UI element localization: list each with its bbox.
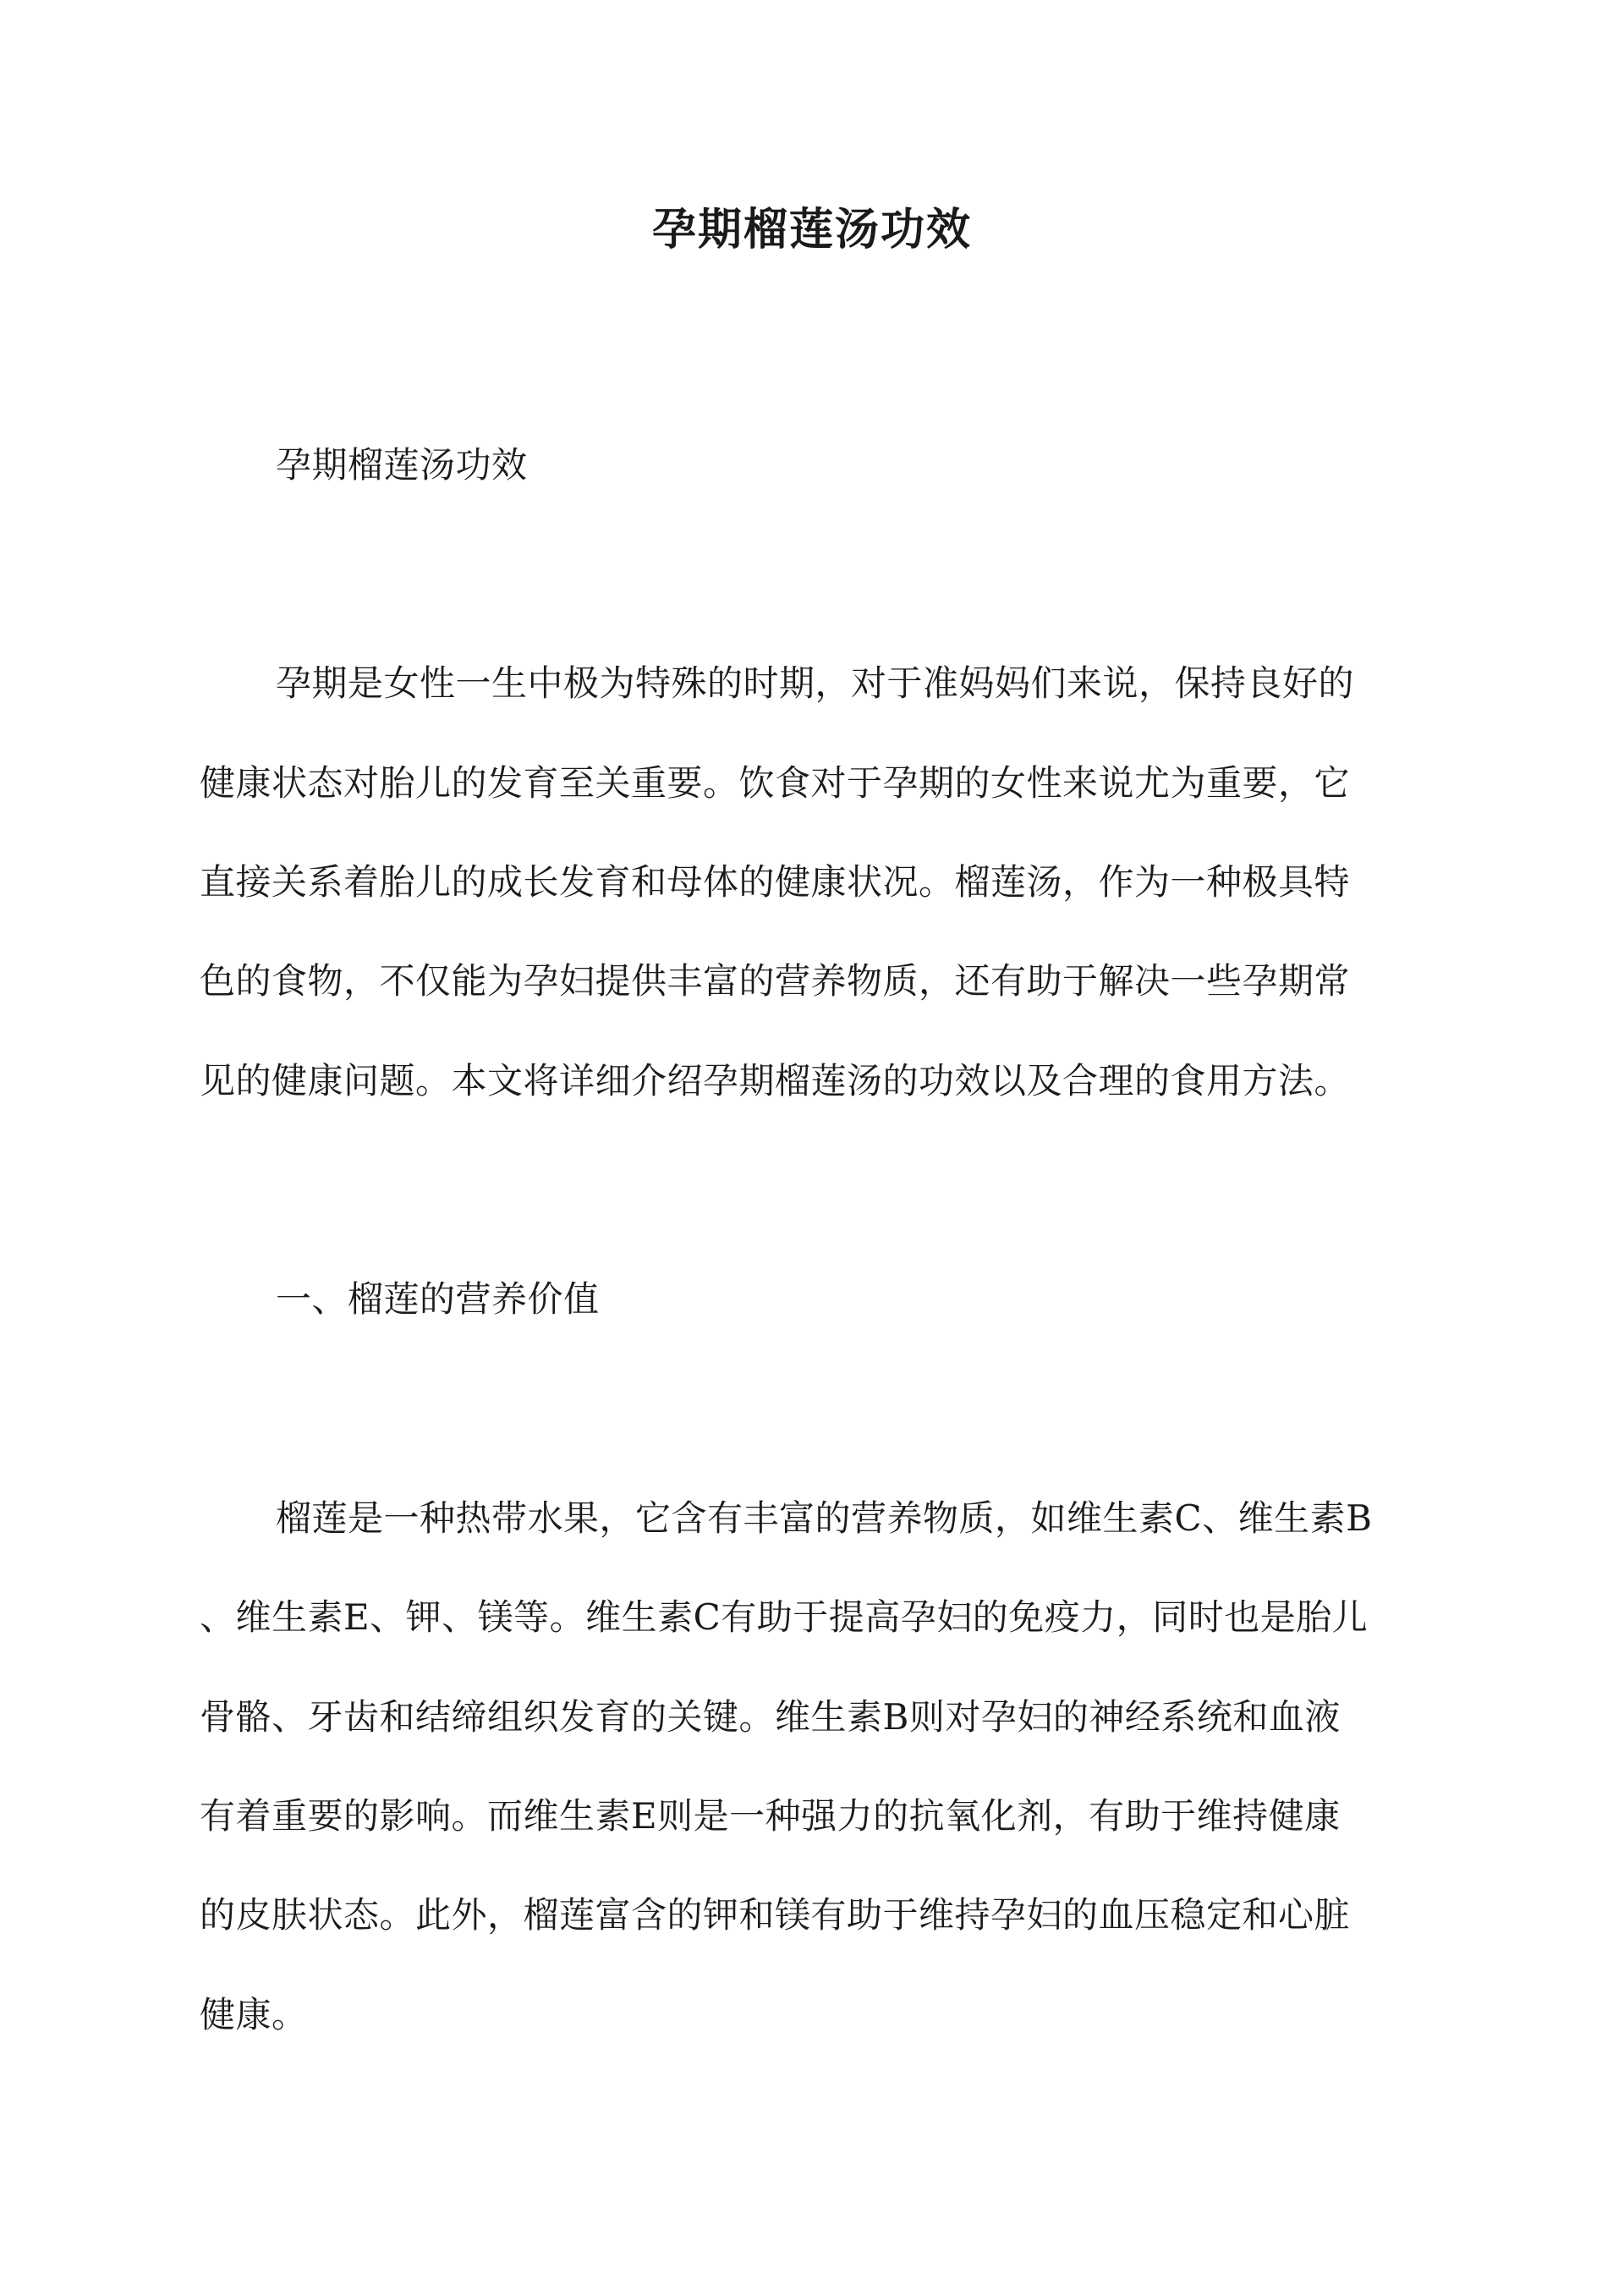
- section-line: 、维生素E、钾、镁等。维生素C有助于提高孕妇的免疫力，同时也是胎儿: [200, 1596, 1369, 1638]
- section-line: 骨骼、牙齿和结缔组织发育的关键。维生素B则对孕妇的神经系统和血液: [200, 1696, 1341, 1738]
- page-title: 孕期榴莲汤功效: [651, 204, 972, 255]
- subtitle: 孕期榴莲汤功效: [276, 444, 528, 486]
- intro-line: 色的食物，不仅能为孕妇提供丰富的营养物质，还有助于解决一些孕期常: [200, 960, 1351, 1002]
- section-heading: 一、榴莲的营养价值: [276, 1278, 600, 1320]
- intro-line: 孕期是女性一生中极为特殊的时期，对于准妈妈们来说，保持良好的: [276, 662, 1355, 704]
- section-line: 健康。: [200, 1994, 308, 2035]
- section-line: 有着重要的影响。而维生素E则是一种强力的抗氧化剂，有助于维持健康: [200, 1795, 1341, 1837]
- intro-line: 直接关系着胎儿的成长发育和母体的健康状况。榴莲汤，作为一种极具特: [200, 861, 1351, 903]
- section-line: 的皮肤状态。此外，榴莲富含的钾和镁有助于维持孕妇的血压稳定和心脏: [200, 1894, 1351, 1936]
- section-line: 榴莲是一种热带水果，它含有丰富的营养物质，如维生素C、维生素B: [276, 1497, 1373, 1539]
- intro-line: 见的健康问题。本文将详细介绍孕期榴莲汤的功效以及合理的食用方法。: [200, 1060, 1351, 1101]
- intro-line: 健康状态对胎儿的发育至关重要。饮食对于孕期的女性来说尤为重要，它: [200, 762, 1351, 804]
